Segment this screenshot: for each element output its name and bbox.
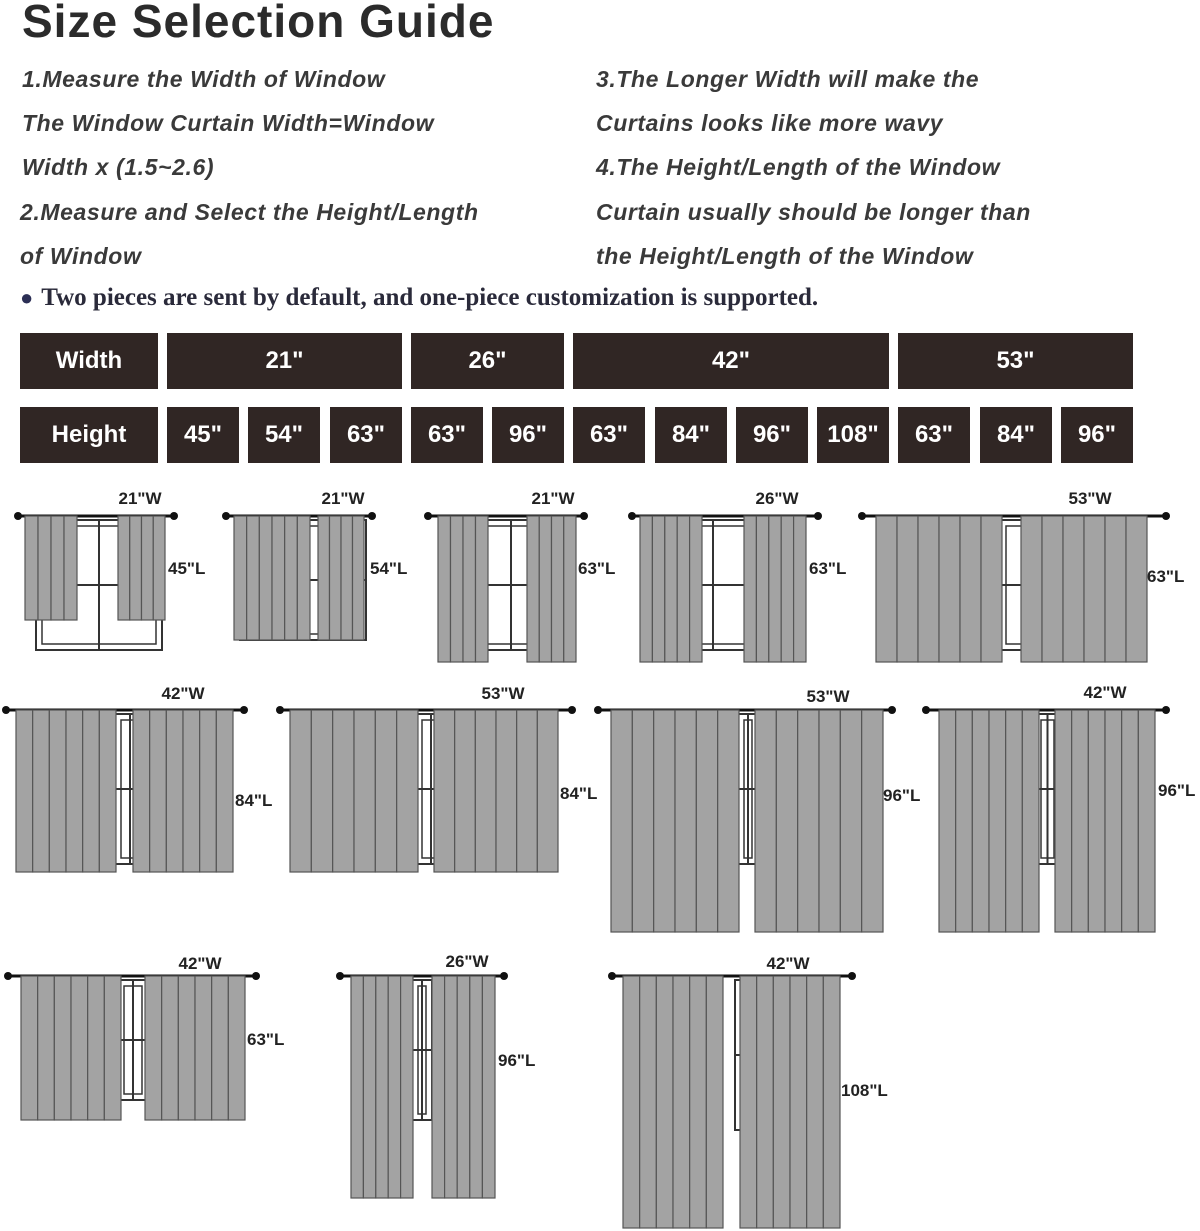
rod-finial xyxy=(922,706,930,714)
length-dimension-label: 63"L xyxy=(809,559,847,578)
curtain-pleat xyxy=(354,710,375,872)
curtain-pleat xyxy=(972,710,989,932)
curtain-pleat xyxy=(757,976,774,1228)
curtain-pleat xyxy=(790,976,807,1228)
curtain-pleat xyxy=(496,710,517,872)
curtain-pleat xyxy=(438,516,451,662)
curtain-pleat xyxy=(1055,710,1072,932)
rod-finial xyxy=(500,972,508,980)
rod-finial xyxy=(222,512,230,520)
curtain-pleat xyxy=(333,710,354,872)
rod-finial xyxy=(368,512,376,520)
curtain-pleat xyxy=(318,516,330,640)
curtain-pleat xyxy=(690,516,702,662)
curtain-diagram xyxy=(608,954,888,1228)
note-text: Two pieces are sent by default, and one-piece customization is supported. xyxy=(41,284,819,311)
instruction-line: Curtain usually should be longer than xyxy=(596,199,1031,225)
curtain-pleat xyxy=(1105,516,1126,662)
length-dimension-label: 63"L xyxy=(578,559,616,578)
curtain-diagram xyxy=(276,684,597,872)
instruction-line: 2.Measure and Select the Height/Length xyxy=(20,199,479,225)
curtain-pleat xyxy=(807,976,824,1228)
length-dimension-label: 45"L xyxy=(168,559,206,578)
height-cell: 84" xyxy=(980,407,1052,463)
length-dimension-label: 84"L xyxy=(560,784,598,803)
bullet-icon: ● xyxy=(20,285,34,310)
curtain-pleat xyxy=(99,710,116,872)
curtain-pleat xyxy=(862,710,883,932)
width-dimension-label: 26"W xyxy=(755,489,799,508)
curtain-pleat xyxy=(552,516,564,662)
height-cell: 108" xyxy=(817,407,889,463)
curtain-pleat xyxy=(470,976,483,1198)
width-dimension-label: 42"W xyxy=(1083,683,1127,702)
width-dimension-label: 26"W xyxy=(445,952,489,971)
curtain-pleat xyxy=(104,976,121,1120)
curtain-pleat xyxy=(706,976,723,1228)
curtain-pleat xyxy=(740,976,757,1228)
curtain-pleat xyxy=(200,710,217,872)
height-cell: 96" xyxy=(1061,407,1133,463)
width-dimension-label: 53"W xyxy=(481,684,525,703)
curtain-pleat xyxy=(1088,710,1105,932)
width-dimension-label: 53"W xyxy=(1068,489,1112,508)
curtain-pleat xyxy=(375,710,396,872)
curtain-pleat xyxy=(341,516,353,640)
curtain-diagram xyxy=(628,489,846,662)
curtain-pleat xyxy=(49,710,66,872)
curtain-pleat xyxy=(153,516,165,620)
curtain-pleat xyxy=(83,710,100,872)
curtain-pleat xyxy=(228,976,245,1120)
curtain-pleat xyxy=(212,976,229,1120)
length-dimension-label: 108"L xyxy=(841,1081,888,1100)
curtain-pleat xyxy=(1084,516,1105,662)
instruction-line: of Window xyxy=(20,243,142,269)
curtain-pleat xyxy=(1126,516,1147,662)
width-dimension-label: 42"W xyxy=(178,954,222,973)
curtain-pleat xyxy=(455,710,476,872)
curtain-pleat xyxy=(1022,710,1039,932)
curtain-pleat xyxy=(1138,710,1155,932)
curtain-pleat xyxy=(351,976,363,1198)
curtain-pleat xyxy=(897,516,918,662)
curtain-pleat xyxy=(482,976,495,1198)
curtain-pleat xyxy=(956,710,973,932)
instruction-line: 4.The Height/Length of the Window xyxy=(596,154,1001,180)
curtain-pleat xyxy=(150,710,167,872)
curtain-pleat xyxy=(819,710,840,932)
height-cell: 96" xyxy=(492,407,564,463)
width-dimension-label: 21"W xyxy=(321,489,365,508)
curtain-pleat xyxy=(434,710,455,872)
rod-finial xyxy=(888,706,896,714)
rod-finial xyxy=(1162,706,1170,714)
curtain-pleat xyxy=(285,516,298,640)
curtain-pleat xyxy=(71,976,88,1120)
instruction-line: Width x (1.5~2.6) xyxy=(22,154,215,180)
curtain-pleat xyxy=(247,516,260,640)
width-cell: 42" xyxy=(573,333,889,389)
curtain-diagram xyxy=(594,687,920,932)
curtain-pleat xyxy=(330,516,342,640)
rod-finial xyxy=(580,512,588,520)
curtain-diagram xyxy=(336,952,535,1198)
rod-finial xyxy=(628,512,636,520)
curtain-pleat xyxy=(673,976,690,1228)
height-cell: 84" xyxy=(655,407,727,463)
rod-finial xyxy=(568,706,576,714)
curtain-pleat xyxy=(376,976,388,1198)
curtain-diagram xyxy=(4,954,284,1120)
curtain-pleat xyxy=(259,516,272,640)
curtain-pleat xyxy=(564,516,576,662)
curtain-pleat xyxy=(794,516,806,662)
curtain-pleat xyxy=(989,710,1006,932)
curtain-pleat xyxy=(1105,710,1122,932)
width-dimension-label: 21"W xyxy=(531,489,575,508)
rod-finial xyxy=(240,706,248,714)
curtain-pleat xyxy=(401,976,413,1198)
curtain-pleat xyxy=(640,976,657,1228)
length-dimension-label: 96"L xyxy=(1158,781,1196,800)
curtain-pleat xyxy=(166,710,183,872)
curtain-pleat xyxy=(755,710,776,932)
width-label: Width xyxy=(20,333,158,389)
rod-finial xyxy=(336,972,344,980)
curtain-pleat xyxy=(142,516,154,620)
curtain-pleat xyxy=(130,516,142,620)
curtain-pleat xyxy=(1072,710,1089,932)
curtain-pleat xyxy=(640,516,652,662)
width-dimension-label: 42"W xyxy=(766,954,810,973)
curtain-pleat xyxy=(611,710,632,932)
rod-finial xyxy=(848,972,856,980)
curtain-pleat xyxy=(353,516,365,640)
curtain-diagram xyxy=(858,489,1184,662)
curtain-diagram xyxy=(922,683,1195,932)
curtain-pleat xyxy=(118,516,130,620)
curtain-pleat xyxy=(388,976,400,1198)
curtain-pleat xyxy=(38,516,51,620)
curtain-pleat xyxy=(297,516,310,640)
curtain-pleat xyxy=(476,516,489,662)
rod-finial xyxy=(252,972,260,980)
curtain-pleat xyxy=(145,976,162,1120)
curtain-pleat xyxy=(311,710,332,872)
curtain-pleat xyxy=(451,516,464,662)
curtain-pleat xyxy=(21,976,38,1120)
curtain-pleat xyxy=(690,976,707,1228)
width-dimension-label: 53"W xyxy=(806,687,850,706)
width-dimension-label: 21"W xyxy=(118,489,162,508)
curtain-pleat xyxy=(756,516,768,662)
curtain-pleat xyxy=(823,976,840,1228)
curtain-pleat xyxy=(623,976,640,1228)
curtain-diagram xyxy=(222,489,407,640)
curtain-pleat xyxy=(397,710,418,872)
curtain-pleat xyxy=(652,516,664,662)
curtain-pleat xyxy=(54,976,71,1120)
curtain-pleat xyxy=(696,710,717,932)
length-dimension-label: 96"L xyxy=(498,1051,536,1070)
curtain-pleat xyxy=(798,710,819,932)
height-cell: 63" xyxy=(330,407,402,463)
height-cell: 54" xyxy=(248,407,320,463)
instruction-line: 3.The Longer Width will make the xyxy=(596,66,980,92)
height-label: Height xyxy=(20,407,158,463)
curtain-pleat xyxy=(475,710,496,872)
length-dimension-label: 63"L xyxy=(1147,567,1185,586)
curtain-pleat xyxy=(66,710,83,872)
curtain-pleat xyxy=(744,516,756,662)
rod-finial xyxy=(424,512,432,520)
curtain-pleat xyxy=(38,976,55,1120)
instruction-line: 1.Measure the Width of Window xyxy=(22,66,386,92)
height-cell: 63" xyxy=(573,407,645,463)
curtain-pleat xyxy=(432,976,445,1198)
curtain-pleat xyxy=(162,976,179,1120)
width-cell: 26" xyxy=(411,333,564,389)
rod-finial xyxy=(14,512,22,520)
curtain-pleat xyxy=(272,516,285,640)
length-dimension-label: 96"L xyxy=(883,786,921,805)
curtain-pleat xyxy=(16,710,33,872)
width-dimension-label: 42"W xyxy=(161,684,205,703)
rod-finial xyxy=(1162,512,1170,520)
rod-finial xyxy=(2,706,10,714)
curtain-pleat xyxy=(840,710,861,932)
curtain-pleat xyxy=(88,976,105,1120)
width-cell: 21" xyxy=(167,333,402,389)
rod-finial xyxy=(276,706,284,714)
curtain-pleat xyxy=(463,516,476,662)
curtain-pleat xyxy=(178,976,195,1120)
rod-finial xyxy=(170,512,178,520)
curtain-pleat xyxy=(1063,516,1084,662)
height-cell: 63" xyxy=(411,407,483,463)
curtain-pleat xyxy=(1021,516,1042,662)
curtain-pleat xyxy=(363,976,375,1198)
rod-finial xyxy=(4,972,12,980)
curtain-pleat xyxy=(981,516,1002,662)
instruction-line: Curtains looks like more wavy xyxy=(596,110,944,136)
length-dimension-label: 84"L xyxy=(235,791,273,810)
curtain-pleat xyxy=(781,516,793,662)
curtain-pleat xyxy=(51,516,64,620)
instruction-line: The Window Curtain Width=Window xyxy=(22,110,435,136)
curtain-pleat xyxy=(773,976,790,1228)
curtain-pleat xyxy=(677,516,689,662)
curtain-pleat xyxy=(445,976,458,1198)
curtain-pleat xyxy=(718,710,739,932)
height-cell: 96" xyxy=(736,407,808,463)
curtain-pleat xyxy=(290,710,311,872)
curtain-pleat xyxy=(1042,516,1063,662)
rod-finial xyxy=(858,512,866,520)
curtain-pleat xyxy=(918,516,939,662)
curtain-pleat xyxy=(216,710,233,872)
curtain-pleat xyxy=(776,710,797,932)
curtain-diagram xyxy=(424,489,615,662)
rod-finial xyxy=(814,512,822,520)
curtain-diagram xyxy=(2,684,272,872)
rod-finial xyxy=(594,706,602,714)
length-dimension-label: 54"L xyxy=(370,559,408,578)
curtain-pleat xyxy=(133,710,150,872)
height-cell: 63" xyxy=(898,407,970,463)
curtain-pleat xyxy=(527,516,539,662)
curtain-pleat xyxy=(665,516,677,662)
curtain-pleat xyxy=(1006,710,1023,932)
page-title: Size Selection Guide xyxy=(22,0,495,47)
curtain-pleat xyxy=(64,516,77,620)
height-cell: 45" xyxy=(167,407,239,463)
curtain-pleat xyxy=(654,710,675,932)
curtain-pleat xyxy=(539,516,551,662)
curtain-pleat xyxy=(876,516,897,662)
curtain-pleat xyxy=(960,516,981,662)
curtain-pleat xyxy=(195,976,212,1120)
width-cell: 53" xyxy=(898,333,1133,389)
curtain-pleat xyxy=(183,710,200,872)
curtain-pleat xyxy=(457,976,470,1198)
curtain-pleat xyxy=(1122,710,1139,932)
curtain-diagram xyxy=(14,489,205,650)
curtain-pleat xyxy=(33,710,50,872)
instruction-line: the Height/Length of the Window xyxy=(596,243,974,269)
rod-finial xyxy=(608,972,616,980)
curtain-pleat xyxy=(25,516,38,620)
curtain-pleat xyxy=(656,976,673,1228)
length-dimension-label: 63"L xyxy=(247,1030,285,1049)
curtain-pleat xyxy=(675,710,696,932)
curtain-pleat xyxy=(632,710,653,932)
curtain-pleat xyxy=(537,710,558,872)
curtain-pleat xyxy=(517,710,538,872)
curtain-pleat xyxy=(234,516,247,640)
curtain-pleat xyxy=(939,516,960,662)
curtain-pleat xyxy=(769,516,781,662)
curtain-pleat xyxy=(939,710,956,932)
